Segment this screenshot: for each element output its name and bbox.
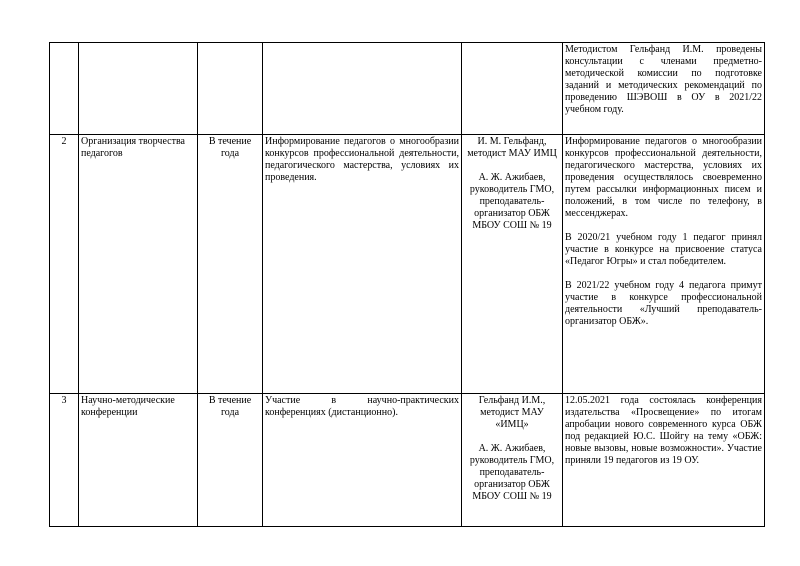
- activity-name: Организация творчества педагогов: [79, 135, 198, 394]
- activity-description: Информирование педагогов о многообразии конкурсов профессиональной деятельности, педагогического мастерства, условиях их проведения.: [263, 135, 462, 394]
- responsible-persons: [462, 394, 563, 527]
- table-row: [50, 394, 765, 527]
- activity-name: Научно-методические конференции: [79, 394, 198, 527]
- row-number: 2: [50, 135, 79, 394]
- result-paragraph: Методистом Гельфанд И.М. проведены консультации с членами предметно-методической комиссии по подготовке заданий и методических рекомендаций по проведению ШЭВОШ в ОУ в 2021/22 учебном году.: [565, 44, 762, 115]
- result-paragraph: В 2020/21 учебном году 1 педагог принял участие в конкурсе на присвоение статуса «Педагог Югры» и стал победителем.: [565, 232, 762, 267]
- table-row: [50, 43, 765, 135]
- activity-period: В течение года: [198, 135, 263, 394]
- table-row: [50, 135, 765, 394]
- activity-period: [198, 43, 263, 135]
- responsible-person: И. М. Гельфанд, методист МАУ ИМЦ: [467, 136, 557, 159]
- activity-name: [79, 43, 198, 135]
- result-paragraph: В 2021/22 учебном году 4 педагога примут участие в конкурсе профессиональной деятельности «Лучший преподаватель-организатор ОБЖ».: [565, 280, 762, 327]
- work-plan-table: [49, 42, 765, 527]
- responsible-persons: [462, 135, 563, 394]
- activity-description: Участие в научно-практических конференциях (дистанционно).: [263, 394, 462, 527]
- responsible-person: Гельфанд И.М., методист МАУ «ИМЦ»: [478, 395, 546, 430]
- activity-results: [563, 135, 765, 394]
- activity-description: [263, 43, 462, 135]
- responsible-persons: [462, 43, 563, 135]
- activity-period: В течение года: [198, 394, 263, 527]
- row-number: [50, 43, 79, 135]
- responsible-person: А. Ж. Ажибаев, руководитель ГМО, преподаватель-организатор ОБЖ МБОУ СОШ № 19: [469, 172, 555, 231]
- row-number: 3: [50, 394, 79, 527]
- result-paragraph: 12.05.2021 года состоялась конференция издательства «Просвещение» по итогам апробации нового современного курса ОБЖ под редакцией Ю.С. Шойгу на тему «ОБЖ: новые вызовы, новые возможности». Участие приняли 19 педагогов из 19 ОУ.: [565, 395, 762, 466]
- activity-results: [563, 394, 765, 527]
- responsible-person: А. Ж. Ажибаев, руководитель ГМО, преподаватель-организатор ОБЖ МБОУ СОШ № 19: [469, 443, 555, 502]
- activity-results: [563, 43, 765, 135]
- result-paragraph: Информирование педагогов о многообразии конкурсов профессиональной деятельности, педагогического мастерства, условиях их проведения осуществлялось своевременно путем рассылки информационных писем и положений, в том числе по телефону, в мессенджерах.: [565, 136, 762, 219]
